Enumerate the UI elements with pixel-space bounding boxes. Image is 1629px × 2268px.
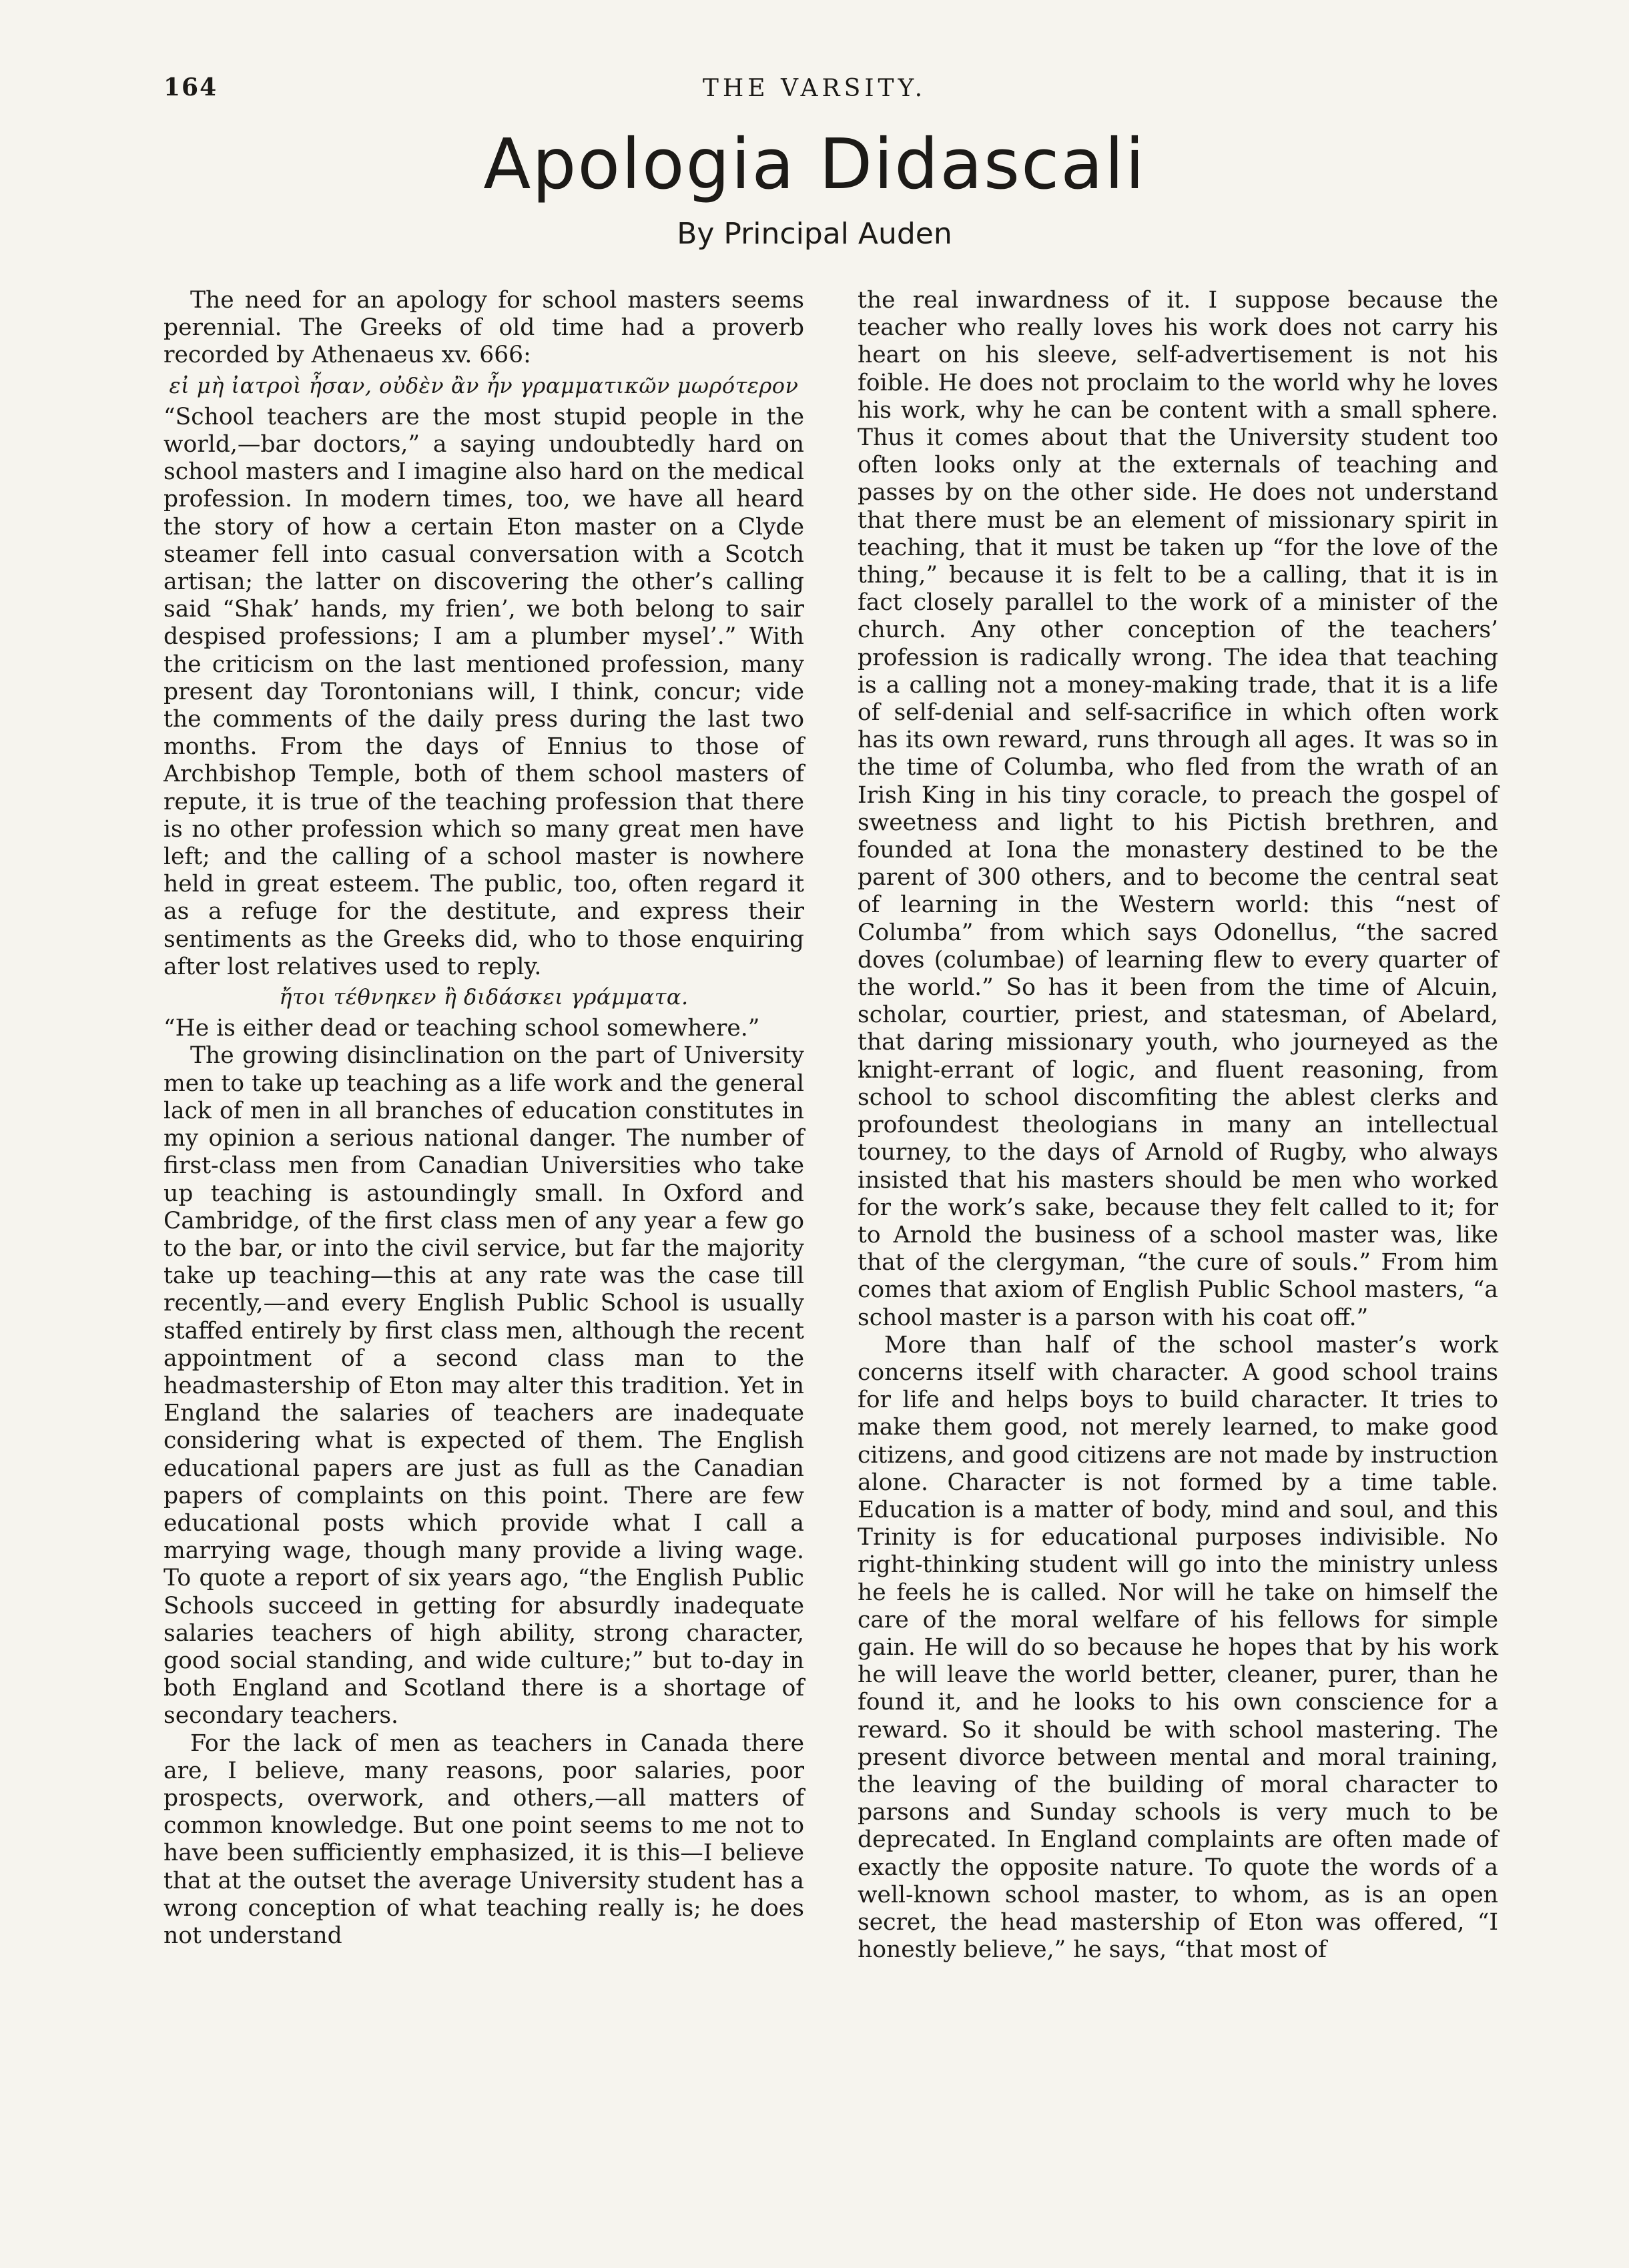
left-column: [164, 287, 804, 2235]
paragraph: The growing disinclination on the part of University men to take up teaching as a life work and the general lack of men in all branches of education constitutes in my opinion a serious national danger. The number of first-class men from Canadian Universities who take up teaching is astoundingly small. In Oxford and Cambridge, of the first class men of any year a few go to the bar, or into the civil service, but far the majority take up teaching—this at any rate was the case till recently,—and every English Public School is usually staffed entirely by first class men, although the recent appointment of a second class man to the headmastership of Eton may alter this tradition. Yet in England the salaries of teachers are inadequate considering what is expected of them. The English educational papers are just as full as the Canadian papers of complaints on this point. There are few educational posts which provide what I call a marrying wage, though many provide a living wage. To quote a report of six years ago, “the English Public Schools succeed in getting for absurdly inadequate salaries teachers of high ability, strong character, good social standing, and wide culture;” but to-day in both England and Scotland there is a shortage of secondary teachers.: [164, 1042, 804, 1730]
running-head: THE VARSITY.: [702, 75, 927, 102]
article-byline: By Principal Auden: [677, 217, 952, 251]
paragraph: More than half of the school master’s work concerns itself with character. A good school trains for life and helps boys to build character. It tries to make them good, not merely learned, to make good citizens, and good citizens are not made by instruction alone. Character is not formed by a time table. Education is a matter of body, mind and soul, and this Trinity is for educational purposes indivisible. No right-thinking student will go into the ministry unless he feels he is called. Nor will he take on himself the care of the moral welfare of his fellows for simple gain. He will do so because he hopes that by his work he will leave the world better, cleaner, purer, than he found it, and he looks to his own conscience for a reward. So it should be with school mastering. The present divorce between mental and moral training, the leaving of the building of moral character to parsons and Sunday schools is very much to be deprecated. In England complaints are often made of exactly the opposite nature. To quote the words of a well-known school master, to whom, as is an open secret, the head mastership of Eton was offered, “I honestly believe,” he says, “that most of: [858, 1331, 1498, 1964]
article-body: [164, 287, 1498, 2235]
paragraph: the real inwardness of it. I suppose because the teacher who really loves his work does not carry his heart on his sleeve, self-advertisement is not his foible. He does not proclaim to the world why he loves his work, why he can be content with a small sphere. Thus it comes about that the University student too often looks only at the externals of teaching and passes by on the other side. He does not understand that there must be an element of missionary spirit in teaching, that it must be taken up “for the love of the thing,” because it is felt to be a calling, that it is in fact closely parallel to the work of a minister of the church. Any other conception of the teachers’ profession is radically wrong. The idea that teaching is a calling not a money-making trade, that it is a life of self-denial and self-sacrifice in which often work has its own reward, runs through all ages. It was so in the time of Columba, who fled from the wrath of an Irish King in his tiny coracle, to preach the gospel of sweetness and light to his Pictish brethren, and founded at Iona the monastery destined to be the parent of 300 others, and to become the central seat of learning in the Western world: this “nest of Columba” from which says Odonellus, “the sacred doves (columbae) of learning flew to every quarter of the world.” So has it been from the time of Alcuin, scholar, courtier, priest, and statesman, of Abelard, that daring missionary youth, who journeyed as the knight-errant of logic, and fluent reasoning, from school to school discomfiting the ablest clerks and profoundest theologians in many an intellectual tourney, to the days of Arnold of Rugby, who always insisted that his masters should be men who worked for the work’s sake, because they felt called to it; for to Arnold the business of a school master was, like that of the clergyman, “the cure of souls.” From him comes that axiom of English Public School masters, “a school master is a parson with his coat off.”: [858, 287, 1498, 1331]
paragraph: “School teachers are the most stupid people in the world,—bar doctors,” a saying undoubtedly hard on school masters and I imagine also hard on the medical profession. In modern times, too, we have all heard the story of how a certain Eton master on a Clyde steamer fell into casual conversation with a Scotch artisan; the latter on discovering the other’s calling said “Shak’ hands, my frien’, we both belong to sair despised professions; I am a plumber mysel’.” With the criticism on the last mentioned profession, many present day Torontonians will, I think, concur; vide the comments of the daily press during the last two months. From the days of Ennius to those of Archbishop Temple, both of them school masters of repute, it is true of the teaching profession that there is no other profession which so many great men have left; and the calling of a school master is nowhere held in great esteem. The public, too, often regard it as a refuge for the destitute, and express their sentiments as the Greeks did, who to those enquiring after lost relatives used to reply.: [164, 403, 804, 980]
paragraph: For the lack of men as teachers in Canada there are, I believe, many reasons, poor salaries, poor prospects, overwork, and others,—all matters of common knowledge. But one point seems to me not to have been sufficiently emphasized, it is this—I believe that at the outset the average University student has a wrong conception of what teaching really is; he does not understand: [164, 1730, 804, 1949]
article-title: Apologia Didascali: [483, 123, 1146, 205]
right-column: [858, 287, 1498, 2235]
paragraph: The need for an apology for school masters seems perennial. The Greeks of old time had a proverb recorded by Athenaeus xv. 666:: [164, 287, 804, 369]
greek-quotation: εἰ μὴ ἰατροὶ ἦσαν, οὐδὲν ἂν ἦν γραμματικῶν μωρότερον: [169, 372, 799, 398]
greek-quotation: ἤτοι τέθνηκεν ἢ διδάσκει γράμματα.: [279, 984, 689, 1010]
paragraph: “He is either dead or teaching school somewhere.”: [164, 1015, 760, 1042]
page-number: 164: [164, 73, 218, 101]
